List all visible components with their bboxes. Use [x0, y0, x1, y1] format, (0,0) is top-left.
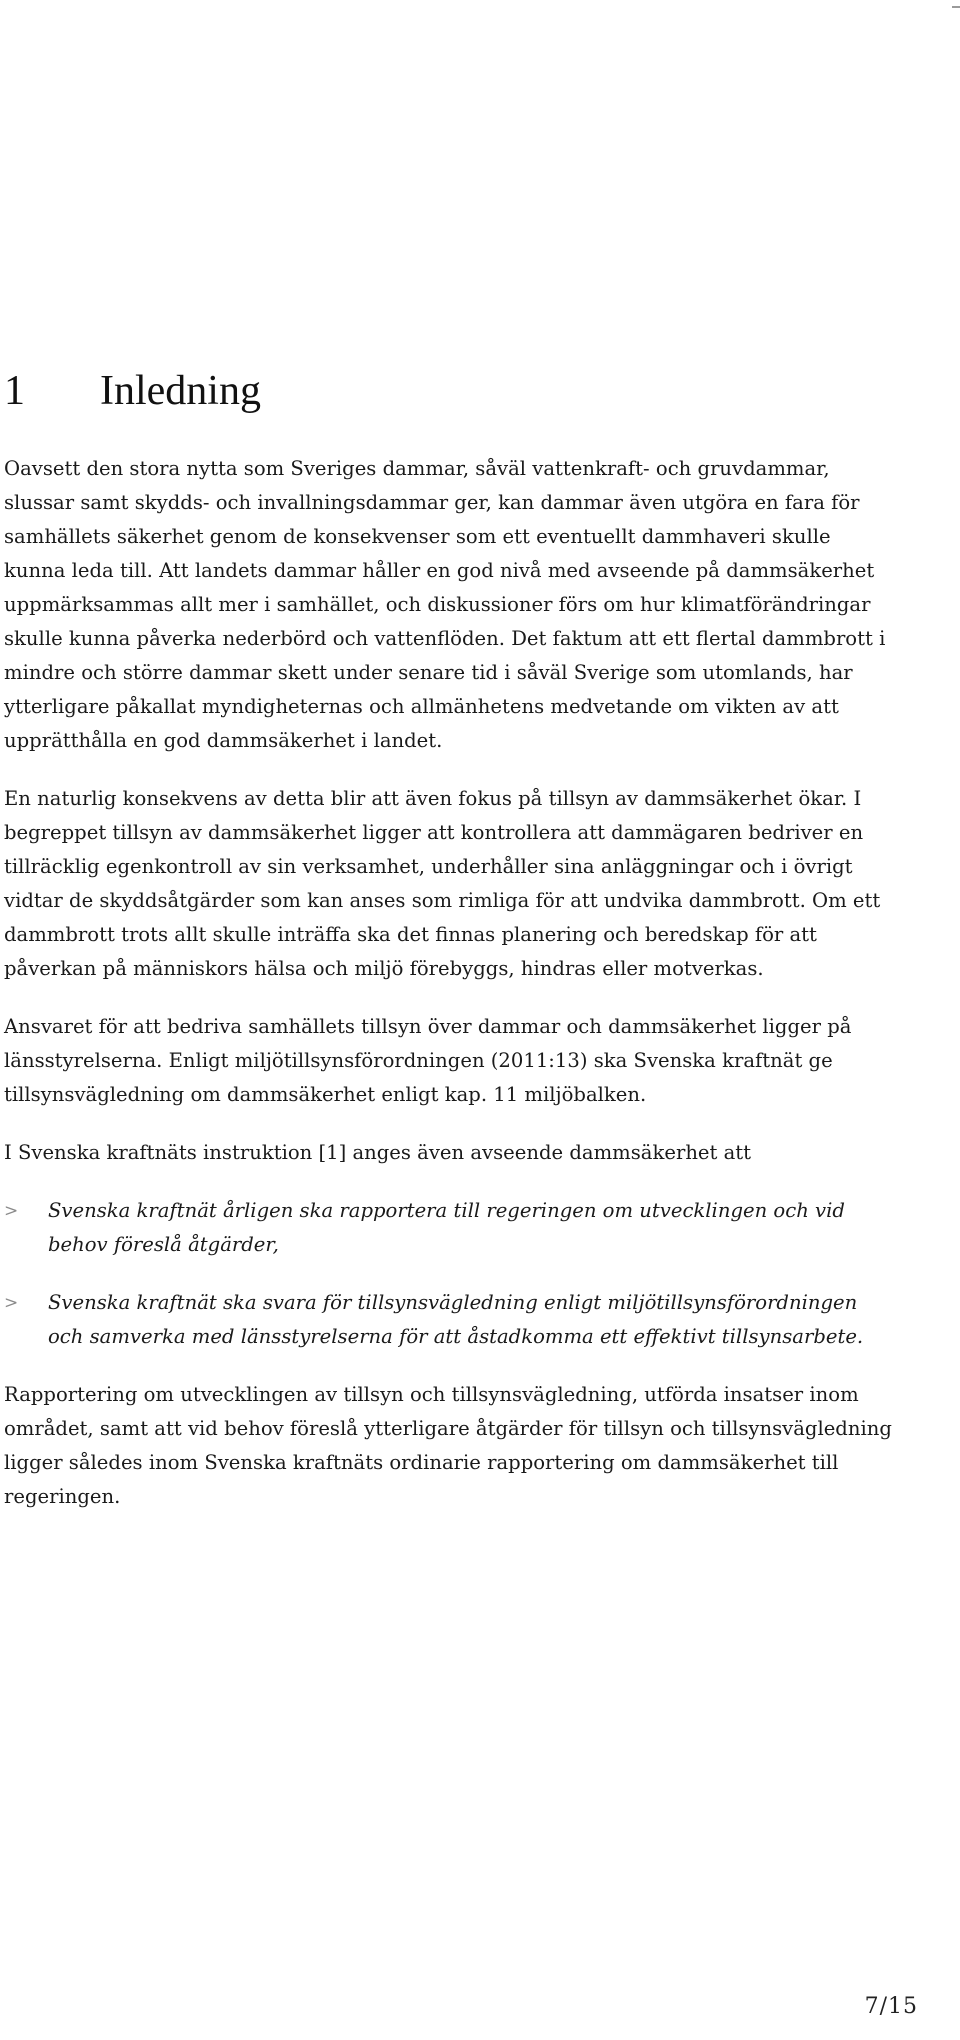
page-number: 7/15: [864, 1994, 918, 2019]
paragraph-instruktion: I Svenska kraftnäts instruktion [1] anges även avseende dammsäkerhet att: [4, 1141, 752, 1164]
bullet-marker: >: [4, 1293, 19, 1313]
list-item-text: Svenska kraftnät årligen ska rapportera till regeringen om utvecklingen och vid behov föreslå åtgärder,: [48, 1199, 845, 1256]
page-edge-mark: [952, 6, 960, 8]
list-item-text: Svenska kraftnät ska svara för tillsynsvägledning enligt miljötillsynsförordningen och samverka med länsstyrelserna för att åstadkomma ett effektivt tillsynsarbete.: [48, 1291, 864, 1348]
bullet-marker: >: [4, 1201, 19, 1221]
paragraph-rapportering: Rapportering om utvecklingen av tillsyn och tillsynsvägledning, utförda insatser inom området, samt att vid behov föreslå ytterligare åtgärder för tillsyn och tillsynsvägledning ligger således inom Svenska kraftnäts ordinarie rapportering om dammsäkerhet till regeringen.: [4, 1383, 892, 1508]
section-heading: [4, 365, 261, 417]
body-text: [4, 452, 894, 1538]
list-item: [4, 1194, 894, 1262]
paragraph-tillsyn: En naturlig konsekvens av detta blir att även fokus på tillsyn av dammsäkerhet ökar. I begreppet tillsyn av dammsäkerhet ligger att kontrollera att dammägaren bedriver en tillräcklig egenkontroll av sin verksamhet, underhåller sina anläggningar och i övrigt vidtar de skyddsåtgärder som kan anses som rimliga för att undvika dammbrott. Om ett dammbrott trots allt skulle inträffa ska det finnas planering och beredskap för att påverkan på människors hälsa och miljö förebyggs, hindras eller motverkas.: [4, 787, 881, 980]
section-number: 1: [4, 368, 25, 414]
section-title: Inledning: [100, 368, 261, 414]
instruction-list: [4, 1194, 894, 1354]
paragraph-intro: Oavsett den stora nytta som Sveriges dammar, såväl vattenkraft- och gruvdammar, slussar samt skydds- och invallningsdammar ger, kan dammar även utgöra en fara för samhällets säkerhet genom de konsekvenser som ett eventuellt dammhaveri skulle kunna leda till. Att landets dammar håller en god nivå med avseende på dammsäkerhet uppmärksammas allt mer i samhället, och diskussioner förs om hur klimatförändringar skulle kunna påverka nederbörd och vattenflöden. Det faktum att ett flertal dammbrott i mindre och större dammar skett under senare tid i såväl Sverige som utomlands, har ytterligare påkallat myndigheternas och allmänhetens medvetande om vikten av att upprätthålla en god dammsäkerhet i landet.: [4, 457, 886, 752]
paragraph-ansvar: Ansvaret för att bedriva samhällets tillsyn över dammar och dammsäkerhet ligger på länsstyrelserna. Enligt miljötillsynsförordningen (2011:13) ska Svenska kraftnät ge tillsynsvägledning om dammsäkerhet enligt kap. 11 miljöbalken.: [4, 1015, 852, 1106]
list-item: [4, 1286, 894, 1354]
